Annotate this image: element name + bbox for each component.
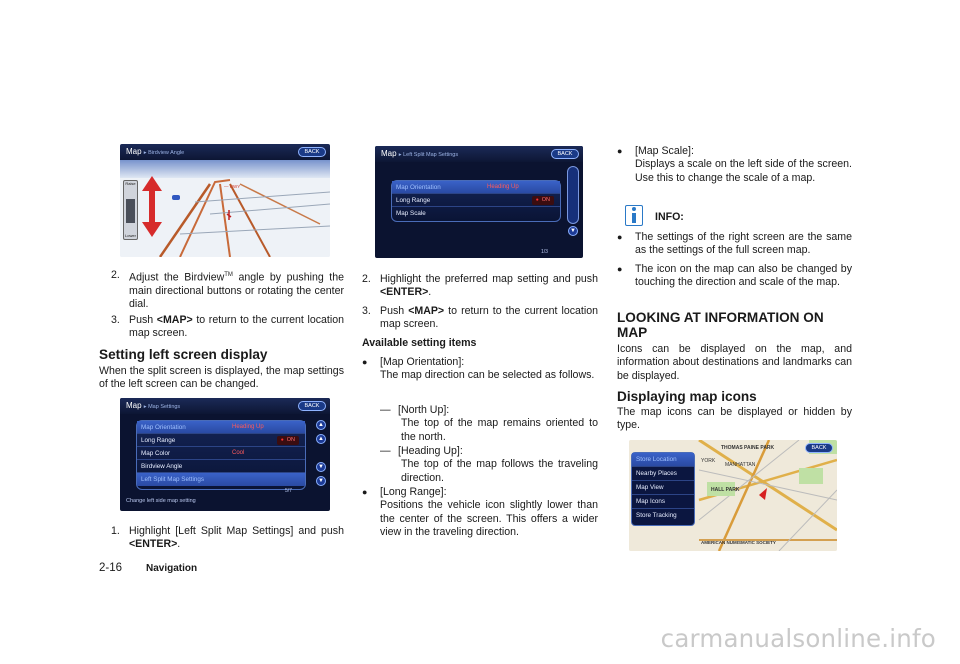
info-text: The icon on the map can also be changed by touching the direction and scale of the map. (635, 263, 852, 289)
map-label-thomas-paine: THOMAS PAINE PARK (721, 445, 775, 451)
step-text (380, 273, 598, 300)
menu-value: Heading Up (487, 184, 519, 190)
step-1-highlight (111, 525, 344, 552)
bullet: ● (362, 487, 368, 497)
watermark: carmanualsonline.info (660, 624, 936, 653)
map-key: <MAP> (408, 305, 445, 317)
paragraph-split-screen: When the split screen is displayed, the map settings of the left screen can be changed. (99, 365, 344, 391)
step-text-a: Push (129, 314, 157, 326)
bullet: ● (617, 264, 623, 274)
item-title: [Map Scale]: (635, 145, 694, 157)
map-label-numismatic: AMERICAN NUMISMATIC SOCIETY (701, 540, 776, 545)
item-text: The map direction can be selected as follows. (380, 369, 595, 382)
bullet: ● (617, 232, 623, 242)
step-number: 3. (111, 314, 120, 326)
map-label-york: YORK (701, 458, 716, 464)
bullet: ● (362, 357, 368, 367)
menu-item-map-color[interactable] (137, 447, 305, 460)
menu-item-long-range[interactable] (137, 434, 305, 447)
on-indicator: ● ON (532, 196, 554, 205)
settings-menu (136, 420, 306, 490)
step-text-a: Push (380, 305, 409, 317)
menu-item-map-orientation[interactable] (137, 421, 305, 434)
step-number: 2. (111, 269, 120, 281)
scroll-down-icon[interactable]: ▼ (568, 226, 578, 236)
sub-text: The top of the map remains oriented to the north. (401, 417, 598, 443)
menu-label: Map Orientation (396, 184, 441, 191)
back-button[interactable]: BACK (298, 147, 326, 157)
scroll-down-icon[interactable]: ▼ (316, 462, 326, 472)
sub-heading-up (380, 445, 598, 485)
item-title: [Long Range]: (380, 486, 447, 498)
birdview-map (120, 144, 330, 257)
step-text-a: Highlight the preferred map setting and push (380, 273, 598, 285)
sub-title: [Heading Up]: (398, 445, 463, 457)
menu-value: Cool (232, 450, 245, 456)
item-title: [Map Orientation]: (380, 356, 465, 368)
lower-label: Lower (125, 233, 136, 238)
scroll-down-icon[interactable]: ▼ (316, 476, 326, 486)
step-text (129, 314, 344, 341)
item-text: Displays a scale on the left side of the screen. Use this to change the scale of a map. (635, 158, 852, 184)
menu-item-map-orientation[interactable] (392, 181, 560, 194)
birdview-screen (120, 144, 330, 257)
scrollbar[interactable] (567, 166, 579, 224)
info-icon (625, 205, 643, 226)
sub-title: [North Up]: (398, 404, 450, 416)
step-text-a: Adjust the Birdview (129, 271, 225, 284)
info-text: The settings of the right screen are the same as the settings of the full screen map. (635, 231, 852, 257)
heading-displaying-icons: Displaying map icons (617, 389, 757, 404)
menu-label: Long Range (141, 437, 176, 444)
available-setting-items: Available setting items (362, 337, 477, 349)
heading-setting-left-screen: Setting left screen display (99, 347, 268, 362)
icons-paragraph: The map icons can be displayed or hidden by type. (617, 406, 852, 432)
menu-label: Left Split Map Settings (141, 476, 205, 483)
on-indicator: ● ON (277, 436, 299, 445)
menu-item-left-split[interactable] (137, 473, 305, 486)
step-text (129, 269, 344, 311)
menu-item-birdview-angle[interactable] (137, 460, 305, 473)
page-indicator: 5/7 (285, 488, 292, 494)
map-key: <MAP> (156, 314, 193, 326)
map-icons-screen (629, 440, 837, 551)
section-paragraph: Icons can be displayed on the map, and information about destinations and landmarks can be displayed. (617, 343, 852, 382)
left-split-settings-screen (375, 146, 583, 258)
map-label-hall-park: HALL PARK (711, 487, 740, 493)
sub-text: The top of the map follows the traveling direction. (401, 458, 598, 484)
step-text-b: . (177, 538, 181, 551)
section-title: LOOKING AT INFORMATION ON MAP (617, 310, 824, 340)
enter-key: <ENTER> (129, 538, 178, 551)
step-3-push-map (111, 314, 344, 341)
step-2-adjust (111, 269, 344, 311)
enter-key: <ENTER> (380, 286, 429, 299)
step-text-b: to return to the current location map screen. (380, 305, 598, 331)
screen-crumb: ▸ Map Settings (143, 404, 181, 410)
menu-label: Long Range (396, 197, 431, 204)
menu-item-map-view[interactable]: Map View (632, 481, 694, 495)
raise-label: Raise (125, 181, 136, 186)
step-2-highlight-preferred (362, 273, 598, 300)
menu-item-store-location[interactable]: Store Location (632, 453, 694, 467)
page-indicator: 1/3 (541, 249, 548, 255)
step-text-a: Highlight [Left Split Map Settings] and push (129, 525, 344, 537)
menu-item-nearby-places[interactable]: Nearby Places (632, 467, 694, 481)
svg-text:— HWY: — HWY (224, 184, 241, 189)
angle-slider[interactable] (123, 180, 138, 240)
step-text-b: angle by pushing the main directional buttons or rotating the center dial. (129, 271, 344, 311)
menu-label: Birdview Angle (141, 463, 183, 470)
info-item-1 (617, 231, 852, 258)
slider-knob[interactable] (126, 199, 135, 223)
item-long-range (362, 486, 598, 539)
step-3-push-map (362, 305, 598, 332)
step-text-b: to return to the current location map screen. (129, 314, 345, 340)
step-number: 3. (362, 305, 371, 317)
info-item-2 (617, 263, 852, 290)
screen-crumb: ▸ Left Split Map Settings (398, 152, 459, 158)
back-button[interactable]: BACK (298, 401, 326, 411)
item-map-orientation (362, 356, 598, 383)
scroll-up-icon[interactable]: ▲ (316, 420, 326, 430)
status-text: Change left side map setting (126, 498, 196, 504)
menu-label: Map Scale (396, 210, 426, 217)
icons-menu (631, 452, 695, 526)
screen-title: Map (381, 149, 397, 158)
map-settings-screen (120, 398, 330, 511)
back-button[interactable]: BACK (551, 149, 579, 159)
trademark: TM (224, 272, 233, 278)
menu-item-map-icons[interactable]: Map Icons (632, 495, 694, 509)
screen-title: Map (126, 147, 142, 156)
menu-label: Map Color (141, 450, 171, 457)
step-text (380, 305, 598, 332)
step-text-b: . (428, 286, 432, 299)
info-label: INFO: (655, 211, 684, 223)
back-button[interactable]: BACK (805, 443, 833, 453)
menu-item-store-tracking[interactable]: Store Tracking (636, 512, 677, 519)
settings-menu (391, 180, 561, 222)
menu-label: Map Orientation (141, 424, 186, 431)
item-map-scale (617, 145, 852, 185)
menu-item-long-range[interactable] (392, 194, 560, 207)
step-number: 2. (362, 273, 371, 285)
item-text: Positions the vehicle icon slightly lower than the center of the screen. This offers a wider view in the traveling direction. (380, 499, 598, 538)
scroll-up-icon[interactable]: ▲ (316, 434, 326, 444)
map-label-manhattan: MANHATTAN (725, 462, 756, 468)
bullet: ● (617, 146, 623, 156)
step-text (129, 525, 344, 552)
step-number: 1. (111, 525, 120, 537)
dash: — (380, 404, 391, 416)
sub-north-up (380, 404, 598, 444)
screen-title: Map (126, 401, 142, 410)
menu-item-map-scale[interactable] (392, 207, 560, 220)
section-name: Navigation (146, 563, 198, 574)
page-number: 2-16 (99, 562, 123, 574)
screen-crumb: ▸ Birdview Angle (143, 150, 185, 156)
dash: — (380, 445, 391, 457)
menu-value: Heading Up (232, 424, 264, 430)
